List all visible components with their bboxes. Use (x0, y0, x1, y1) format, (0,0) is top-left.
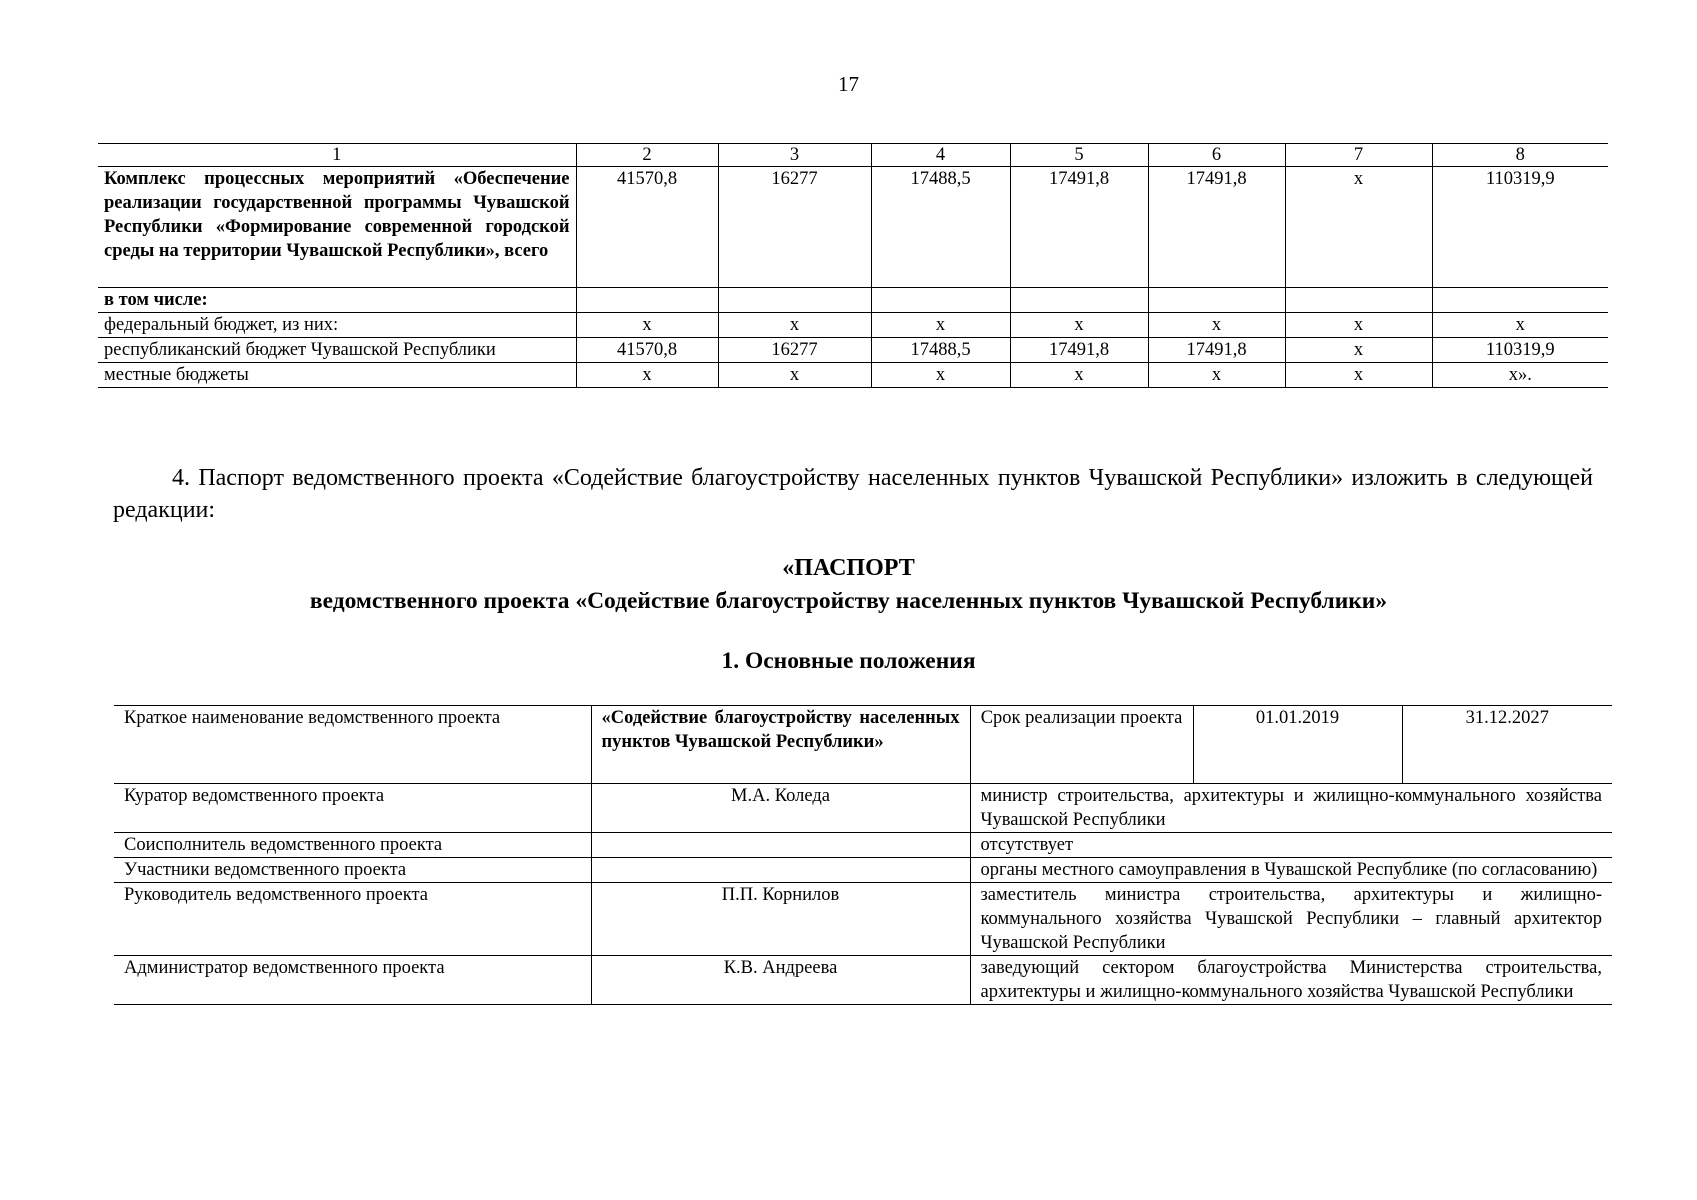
passport-subtitle: ведомственного проекта «Содействие благоустройству населенных пунктов Чувашской Республики» (309, 588, 1388, 614)
table-cell: x (871, 363, 1010, 388)
person-position: отсутствует (970, 833, 1612, 858)
table-cell: x (1010, 313, 1148, 338)
short-name-value: «Содействие благоустройству населенных пунктов Чувашской Республики» (591, 706, 970, 784)
table-cell: x (1285, 167, 1432, 288)
header-cell: 4 (871, 144, 1010, 167)
header-cell: 6 (1148, 144, 1285, 167)
row-label: Администратор ведомственного проекта (114, 956, 591, 1005)
short-name-label: Краткое наименование ведомственного проекта (114, 706, 591, 784)
table-cell: x (871, 313, 1010, 338)
row-label: местные бюджеты (98, 363, 576, 388)
body-paragraph: 4. Паспорт ведомственного проекта «Содействие благоустройству населенных пунктов Чувашской Республики» изложить в следующей редакции: (113, 465, 1593, 523)
table-cell: 17491,8 (1010, 338, 1148, 363)
table-row (98, 288, 1608, 313)
table-cell: 16277 (718, 338, 871, 363)
table-row (98, 167, 1608, 288)
table-cell (871, 288, 1010, 313)
row-label: Участники ведомственного проекта (114, 858, 591, 883)
term-label: Срок реализации проекта (970, 706, 1193, 784)
row-label: Соисполнитель ведомственного проекта (114, 833, 591, 858)
header-cell: 7 (1285, 144, 1432, 167)
person-position: министр строительства, архитектуры и жилищно-коммунального хозяйства Чувашской Республики (970, 784, 1612, 833)
table-cell: x (718, 363, 871, 388)
table-row (114, 858, 1612, 883)
table-cell: 41570,8 (576, 167, 718, 288)
header-cell: 5 (1010, 144, 1148, 167)
term-end: 31.12.2027 (1402, 706, 1612, 784)
section-title: 1. Основные положения (721, 648, 976, 674)
row-label: в том числе: (98, 288, 576, 313)
table-row (98, 313, 1608, 338)
table-cell: 41570,8 (576, 338, 718, 363)
passport-table (114, 705, 1612, 1005)
row-label: Комплекс процессных мероприятий «Обеспечение реализации государственной программы Чувашской Республики «Формирование современной городской среды на территории Чувашской Республики», всего (98, 167, 576, 288)
table-cell (1148, 288, 1285, 313)
budget-table (98, 143, 1608, 388)
table-cell: x (1285, 313, 1432, 338)
table-cell: 17488,5 (871, 338, 1010, 363)
table-cell: 16277 (718, 167, 871, 288)
table-row (114, 883, 1612, 956)
person-name (591, 833, 970, 858)
header-cell: 8 (1432, 144, 1608, 167)
table-row (98, 338, 1608, 363)
header-cell: 3 (718, 144, 871, 167)
row-label: Руководитель ведомственного проекта (114, 883, 591, 956)
table-cell: x (1148, 363, 1285, 388)
table-cell: x (576, 313, 718, 338)
header-cell: 1 (98, 144, 576, 167)
page-number: 17 (838, 72, 859, 96)
person-position: органы местного самоуправления в Чувашской Республике (по согласованию) (970, 858, 1612, 883)
table-cell (1432, 288, 1608, 313)
table-cell: x (1285, 338, 1432, 363)
table-cell: x (1148, 313, 1285, 338)
table-row (98, 363, 1608, 388)
person-name: К.В. Андреева (591, 956, 970, 1005)
passport-title: «ПАСПОРТ (782, 555, 915, 581)
table-row (114, 833, 1612, 858)
table-cell: 17491,8 (1148, 167, 1285, 288)
header-cell: 2 (576, 144, 718, 167)
table-cell (1285, 288, 1432, 313)
table-cell: 17491,8 (1148, 338, 1285, 363)
table-cell: 110319,9 (1432, 338, 1608, 363)
table-cell: 17488,5 (871, 167, 1010, 288)
table-cell: x». (1432, 363, 1608, 388)
person-name: М.А. Коледа (591, 784, 970, 833)
table-cell: x (1010, 363, 1148, 388)
table-cell (576, 288, 718, 313)
table-cell: x (718, 313, 871, 338)
table-cell (1010, 288, 1148, 313)
person-position: заведующий сектором благоустройства Министерства строительства, архитектуры и жилищно-коммунального хозяйства Чувашской Республики (970, 956, 1612, 1005)
term-start: 01.01.2019 (1193, 706, 1402, 784)
row-label: Куратор ведомственного проекта (114, 784, 591, 833)
table-row (114, 706, 1612, 784)
table-cell: x (1432, 313, 1608, 338)
person-name (591, 858, 970, 883)
budget-header-row (98, 144, 1608, 167)
table-cell (718, 288, 871, 313)
table-cell: 17491,8 (1010, 167, 1148, 288)
table-cell: x (1285, 363, 1432, 388)
table-row (114, 784, 1612, 833)
person-name: П.П. Корнилов (591, 883, 970, 956)
row-label: республиканский бюджет Чувашской Республики (98, 338, 576, 363)
row-label: федеральный бюджет, из них: (98, 313, 576, 338)
table-row (114, 956, 1612, 1005)
person-position: заместитель министра строительства, архитектуры и жилищно-коммунального хозяйства Чувашской Республики – главный архитектор Чувашской Республики (970, 883, 1612, 956)
table-cell: 110319,9 (1432, 167, 1608, 288)
table-cell: x (576, 363, 718, 388)
